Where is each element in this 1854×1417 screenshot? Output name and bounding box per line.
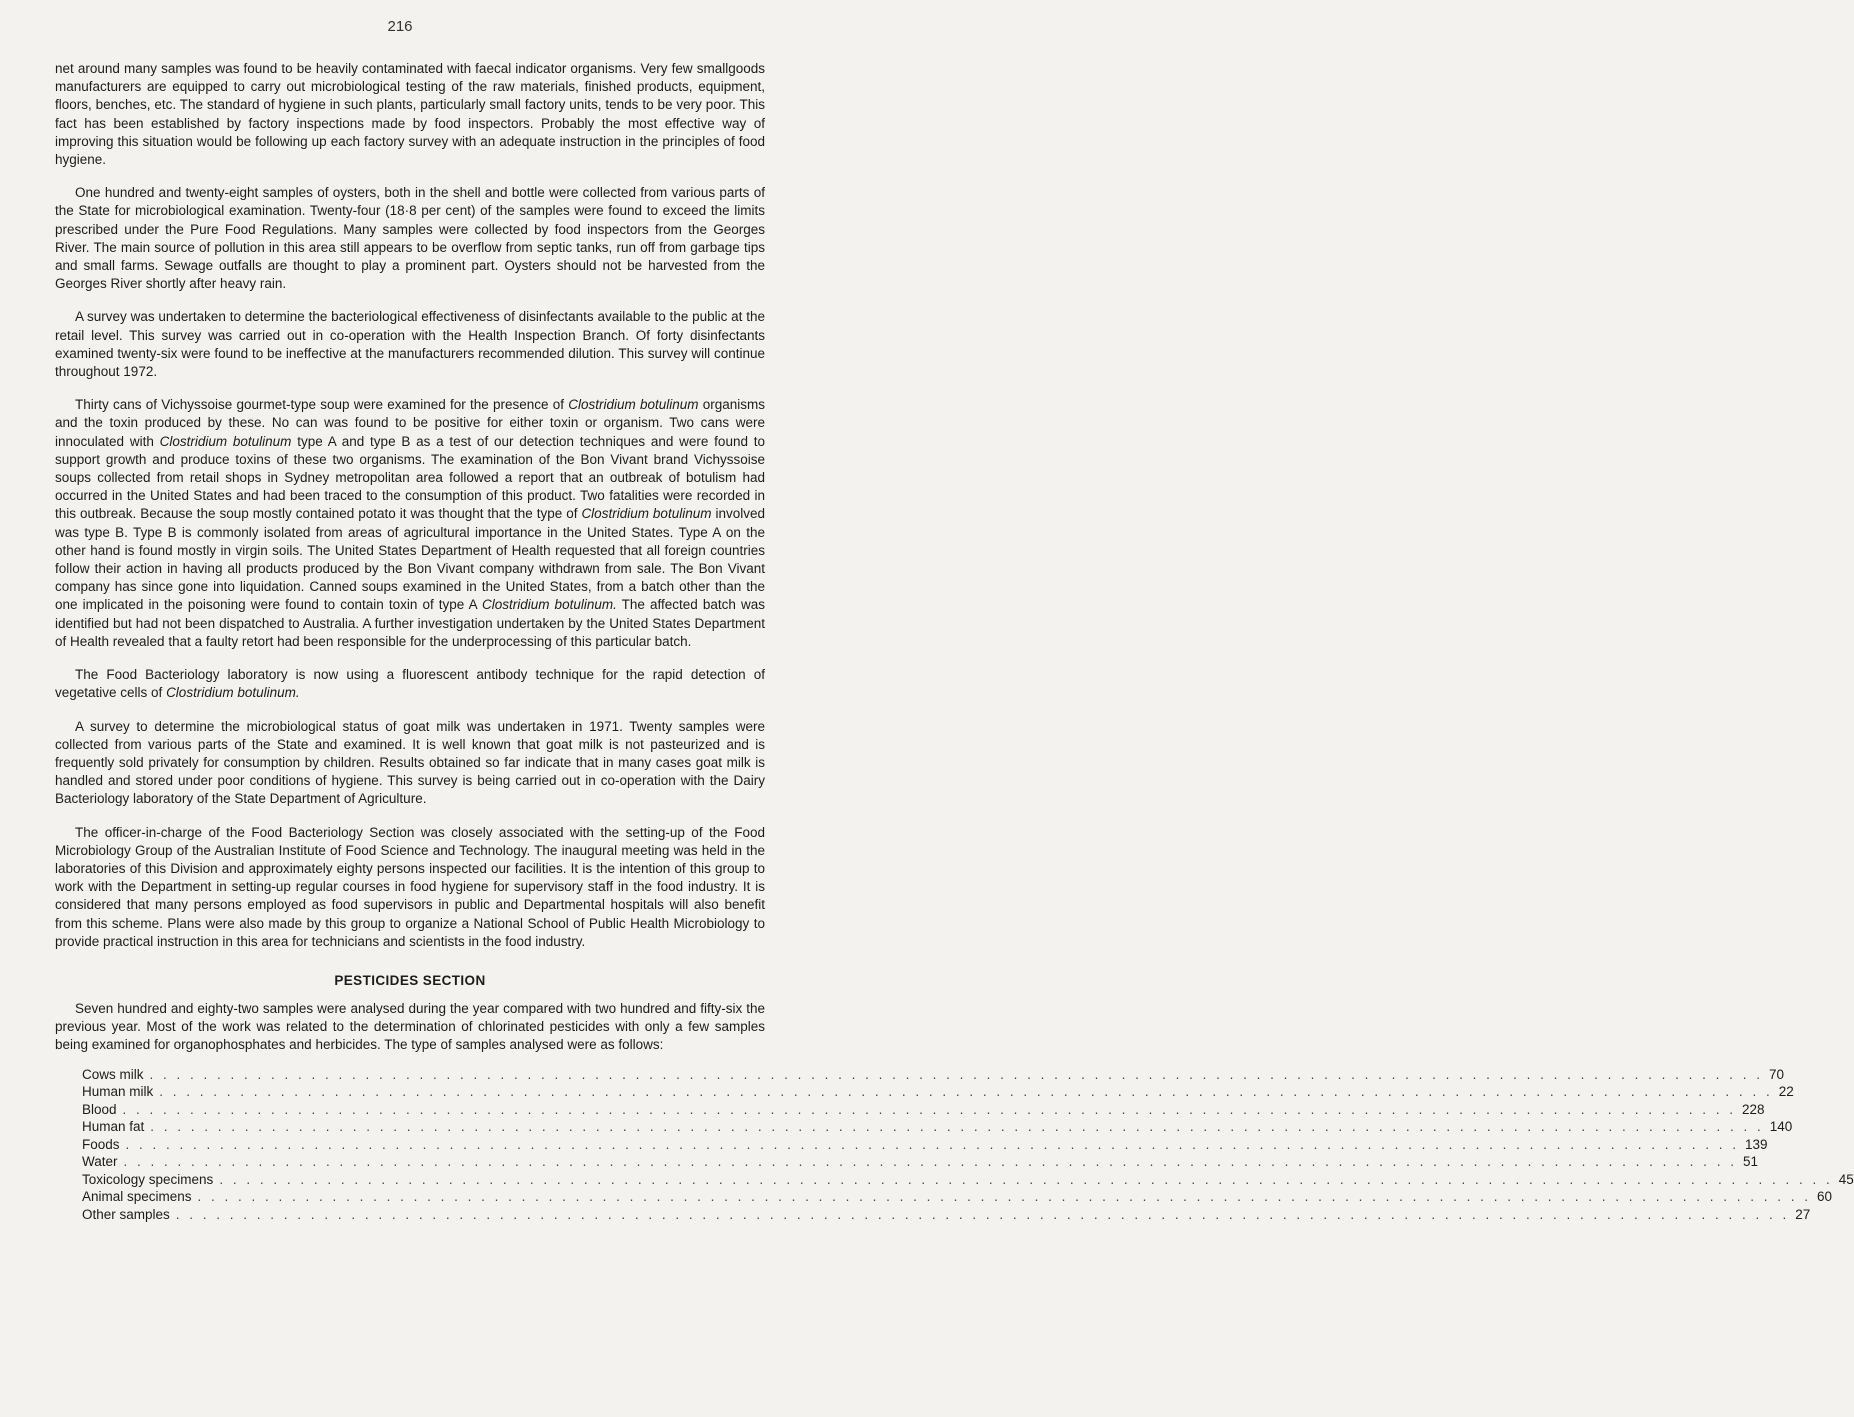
sample-count: 51	[1742, 1154, 1758, 1170]
sample-name: Blood	[82, 1101, 117, 1117]
dot-leader: . . . . . . . . . . . . . . . . . . . . . . . . . . . . . . . . . . . . . . . . . . . . . . . . . . . . . . . . . . . . . . . . . . . . . . . . . . . . . . . . . . . . . . . . . . . . . . . . . . . . . . . . . . . . . . . . . . . . . . . .	[159, 1084, 1773, 1100]
paragraph-text: The officer-in-charge of the Food Bacteriology Section was closely associated with the setting-up of the Food Microbiology Group of the Australian Institute of Food Science and Technology. The inaugural meeting was held in the laboratories of this Division and approximately eighty persons inspected our facilities. It is the intention of this group to work with the Department in setting-up regular courses in food hygiene for supervisory staff in the food industry. It is considered that many persons employed as food supervisors in public and Departmental hospitals will also benefit from this scheme. Plans were also made by this group to organize a National School of Public Health Microbiology to provide practical instruction in this area for technicians and scientists in the food industry.	[55, 824, 765, 949]
species-name: Clostridium botulinum	[581, 506, 712, 522]
sample-count: 70	[1768, 1066, 1784, 1082]
sample-count: 139	[1744, 1136, 1768, 1152]
sample-count: 45	[1838, 1171, 1854, 1187]
dot-leader: . . . . . . . . . . . . . . . . . . . . . . . . . . . . . . . . . . . . . . . . . . . . . . . . . . . . . . . . . . . . . . . . . . . . . . . . . . . . . . . . . . . . . . . . . . . . . . . . . . . . . . . . . . . . . . . . . . . . . . . .	[175, 1206, 1790, 1222]
body-text	[55, 60, 1854, 1223]
paragraph-text: net around many samples was found to be heavily contaminated with faecal indicator organisms. Very few smallgoods manufacturers are equipped to carry out microbiological testing of the raw materials, finished products, equipment, floors, benches, etc. The standard of hygiene in such plants, particularly small factory units, tends to be very poor. This fact has been established by factory inspections made by food inspectors. Probably the most effective way of improving this situation would be following up each factory survey with an adequate instruction in the principles of food hygiene.	[55, 61, 765, 168]
sample-row	[82, 1083, 1794, 1101]
sample-count: 22	[1778, 1084, 1794, 1100]
paragraph-text: Thirty cans of Vichyssoise gourmet-type soup were examined for the presence of	[75, 397, 569, 413]
body-paragraph	[55, 396, 765, 651]
sample-name: Other samples	[82, 1206, 170, 1222]
body-paragraph	[55, 184, 765, 293]
sample-row	[82, 1171, 1854, 1189]
sample-name: Human milk	[82, 1084, 154, 1100]
sample-row	[82, 1206, 1811, 1224]
dot-leader: . . . . . . . . . . . . . . . . . . . . . . . . . . . . . . . . . . . . . . . . . . . . . . . . . . . . . . . . . . . . . . . . . . . . . . . . . . . . . . . . . . . . . . . . . . . . . . . . . . . . . . . . . . . . . . . . . . . . . . . .	[122, 1101, 1736, 1117]
sample-type-list	[82, 1066, 1854, 1224]
sample-row	[82, 1188, 1833, 1206]
dot-leader: . . . . . . . . . . . . . . . . . . . . . . . . . . . . . . . . . . . . . . . . . . . . . . . . . . . . . . . . . . . . . . . . . . . . . . . . . . . . . . . . . . . . . . . . . . . . . . . . . . . . . . . . . . . . . . . . . . . . . . . .	[219, 1171, 1833, 1187]
body-paragraph	[55, 60, 765, 169]
sample-row	[82, 1118, 1793, 1136]
sample-row	[82, 1101, 1765, 1119]
dot-leader: . . . . . . . . . . . . . . . . . . . . . . . . . . . . . . . . . . . . . . . . . . . . . . . . . . . . . . . . . . . . . . . . . . . . . . . . . . . . . . . . . . . . . . . . . . . . . . . . . . . . . . . . . . . . . . . . . . . . . . . .	[197, 1189, 1811, 1205]
sample-name: Foods	[82, 1136, 120, 1152]
sample-row	[82, 1066, 1784, 1084]
paragraph-text: type A and type B as a test of our detection techniques and were found to support growth and produce toxins of these two organisms. The examination of the Bon Vivant brand Vichyssoise soups collected from retail shops in Sydney metropolitan area followed a report that an outbreak of botulism had occurred in the United States and had been traced to the consumption of this product. Two fatalities were recorded in this outbreak. Because the soup mostly contained potato it was thought that the type of	[55, 433, 765, 522]
pesticides-intro-paragraph: Seven hundred and eighty-two samples were analysed during the year compared with two hundred and fifty-six the previous year. Most of the work was related to the determination of chlorinated pesticides with only a few samples being examined for organophosphates and herbicides. The type of samples analysed were as follows:	[55, 1000, 765, 1053]
dot-leader: . . . . . . . . . . . . . . . . . . . . . . . . . . . . . . . . . . . . . . . . . . . . . . . . . . . . . . . . . . . . . . . . . . . . . . . . . . . . . . . . . . . . . . . . . . . . . . . . . . . . . . . . . . . . . . . . . . . . . . . .	[123, 1154, 1737, 1170]
sample-count: 60	[1816, 1189, 1833, 1205]
pesticides-section-heading: PESTICIDES SECTION	[334, 972, 486, 988]
sample-count: 27	[1795, 1206, 1811, 1222]
paragraph-text: A survey was undertaken to determine the bacteriological effectiveness of disinfectants available to the public at the retail level. This survey was carried out in co-operation with the Health Inspection Branch. Of forty disinfectants examined twenty-six were found to be ineffective at the manufacturers recommended dilution. This survey will continue throughout 1972.	[55, 309, 765, 380]
species-name: Clostridium botulinum	[159, 433, 292, 449]
page-number: 216	[387, 18, 413, 35]
species-name: Clostridium botulinum.	[481, 597, 617, 613]
dot-leader: . . . . . . . . . . . . . . . . . . . . . . . . . . . . . . . . . . . . . . . . . . . . . . . . . . . . . . . . . . . . . . . . . . . . . . . . . . . . . . . . . . . . . . . . . . . . . . . . . . . . . . . . . . . . . . . . . . . . . . . .	[150, 1119, 1764, 1135]
body-paragraph	[55, 308, 765, 381]
sample-name: Human fat	[82, 1119, 145, 1135]
species-name: Clostridium botulinum.	[166, 685, 300, 701]
paragraph-text: The affected batch was identified but had not been dispatched to Australia. A further investigation undertaken by the United States Department of Health revealed that a faulty retort had been responsible for the underprocessing of this particular batch.	[55, 597, 765, 649]
paragraph-text: The Food Bacteriology laboratory is now using a fluorescent antibody technique for the rapid detection of vegetative cells of	[55, 667, 765, 701]
food-bacteriology-paragraphs	[55, 60, 765, 951]
sample-count: 140	[1769, 1119, 1793, 1135]
paragraph-text: One hundred and twenty-eight samples of oysters, both in the shell and bottle were collected from various parts of the State for microbiological examination. Twenty-four (18·8 per cent) of the samples were found to exceed the limits prescribed under the Pure Food Regulations. Many samples were collected by food inspectors from the Georges River. The main source of pollution in this area still appears to be overflow from septic tanks, run off from garbage tips and small farms. Sewage outfalls are thought to play a prominent part. Oysters should not be harvested from the Georges River shortly after heavy rain.	[55, 185, 765, 292]
paragraph-text: A survey to determine the microbiological status of goat milk was undertaken in 1971. Twenty samples were collected from various parts of the State and examined. It is well known that goat milk is not pasteurized and is frequently sold privately for consumption by children. Results obtained so far indicate that in many cases goat milk is handled and stored under poor conditions of hygiene. This survey is being carried out in co-operation with the Dairy Bacteriology laboratory of the State Department of Agriculture.	[55, 718, 765, 807]
sample-name: Water	[82, 1154, 118, 1170]
sample-name: Toxicology specimens	[82, 1171, 214, 1187]
body-paragraph	[55, 666, 765, 702]
paragraph-text: involved was type B. Type B is commonly isolated from areas of agricultural importance in the United States. Type A on the other hand is found mostly in virgin soils. The United States Department of Health requested that all foreign countries follow their action in having all products produced by the Bon Vivant company withdrawn from sale. The Bon Vivant company has since gone into liquidation. Canned soups examined in the United States, from a batch other than the one implicated in the poisoning were found to contain toxin of type A	[55, 506, 765, 613]
sample-row	[82, 1153, 1758, 1171]
body-paragraph	[55, 824, 765, 951]
sample-count: 228	[1741, 1101, 1765, 1117]
sample-name: Animal specimens	[82, 1189, 192, 1205]
species-name: Clostridium botulinum	[568, 397, 699, 413]
paragraph-text: organisms and the toxin produced by these. No can was found to be positive for either toxin or organism. Two cans were innoculated with	[55, 397, 765, 449]
dot-leader: . . . . . . . . . . . . . . . . . . . . . . . . . . . . . . . . . . . . . . . . . . . . . . . . . . . . . . . . . . . . . . . . . . . . . . . . . . . . . . . . . . . . . . . . . . . . . . . . . . . . . . . . . . . . . . . . . . . . . . . .	[125, 1136, 1739, 1152]
sample-row	[82, 1136, 1768, 1154]
body-paragraph	[55, 718, 765, 809]
sample-name: Cows milk	[82, 1066, 144, 1082]
dot-leader: . . . . . . . . . . . . . . . . . . . . . . . . . . . . . . . . . . . . . . . . . . . . . . . . . . . . . . . . . . . . . . . . . . . . . . . . . . . . . . . . . . . . . . . . . . . . . . . . . . . . . . . . . . . . . . . . . . . . . . . .	[149, 1066, 1763, 1082]
